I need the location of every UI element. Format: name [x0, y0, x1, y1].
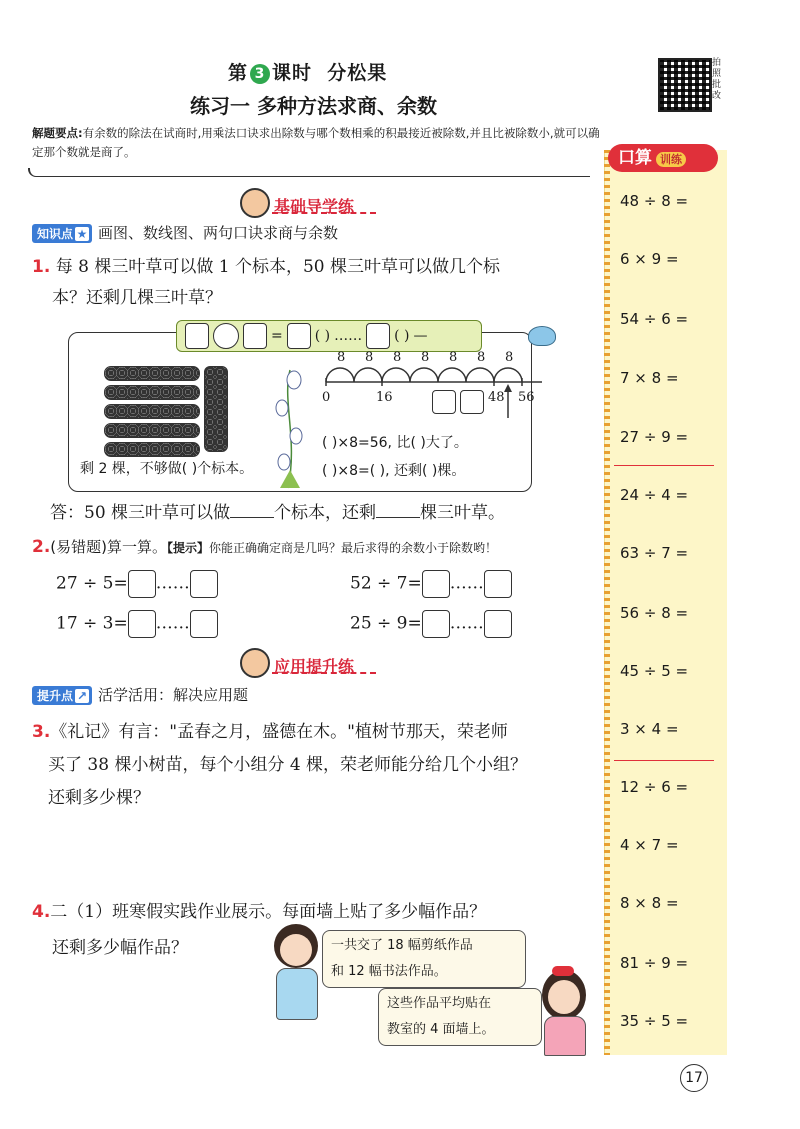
- lesson-title: [228, 58, 387, 85]
- girl-character-1: [268, 924, 324, 1024]
- clover-row: [104, 423, 200, 438]
- girl-face: [280, 934, 312, 966]
- q2-expr: 27 ÷ 5=: [56, 573, 128, 594]
- bubble2-line2: 教室的 4 面墙上。: [387, 1022, 495, 1037]
- bubble2-line1: 这些作品平均贴在: [387, 996, 492, 1011]
- remainder-box[interactable]: [190, 610, 218, 638]
- tick-56: 56: [518, 390, 535, 405]
- flower-decoration-icon: [272, 360, 308, 490]
- oral-item: 6 × 9 =: [620, 250, 679, 268]
- q2-expr: 25 ÷ 9=: [350, 613, 422, 634]
- clover-groups: [104, 366, 200, 461]
- girl-character-2: [534, 966, 594, 1054]
- q1-line1: 每 8 棵三叶草可以做 1 个标本，50 棵三叶草可以做几个标: [55, 257, 500, 277]
- group-label: 8: [393, 350, 402, 365]
- section-apply-title: 应用提升练: [274, 657, 355, 676]
- q1-fill-line-a[interactable]: ( )×8=56, 比( )大了。: [322, 435, 468, 451]
- clover-column: [204, 366, 228, 452]
- speech-bubble-1: [322, 930, 526, 988]
- knowledge-text: 画图、数线图、两句口诀求商与余数: [98, 224, 339, 242]
- clover-row: [104, 366, 200, 381]
- q1-answer: [50, 498, 505, 529]
- oral-training-subtitle: 训练: [656, 152, 686, 167]
- qr-label: 拍照批改: [712, 58, 722, 101]
- eq-dots: ……: [334, 328, 363, 344]
- q3-number: 3.: [32, 722, 51, 742]
- q2-item: [350, 570, 512, 598]
- number-line-box[interactable]: [460, 390, 484, 414]
- q4-line1: 二（1）班寒假实践作业展示。每面墙上贴了多少幅作品？: [50, 902, 487, 922]
- q4-number: 4.: [32, 902, 51, 922]
- q2-header: [32, 536, 497, 557]
- q1-line2: 本？还剩几棵三叶草？: [52, 288, 222, 308]
- tick-16: 16: [376, 390, 393, 405]
- q2-dots: ……: [449, 573, 484, 594]
- group-label: 8: [365, 350, 374, 365]
- section-basic-underline: [272, 212, 376, 214]
- oral-item: 35 ÷ 5 =: [620, 1012, 689, 1030]
- panel-dotted-edge: [604, 150, 610, 1055]
- oral-item: 24 ÷ 4 =: [620, 486, 689, 504]
- eq-box[interactable]: [185, 323, 209, 349]
- girl-mascot-icon: [240, 648, 270, 678]
- oral-item: 4 × 7 =: [620, 836, 679, 854]
- q2-hint-label: 【提示】: [167, 541, 210, 555]
- eq-box[interactable]: [366, 323, 390, 349]
- knowledge-badge: [32, 224, 92, 243]
- oral-training-badge: [608, 144, 718, 172]
- girl-dress: [276, 968, 318, 1020]
- improve-badge-label: 提升点: [37, 689, 74, 703]
- improve-badge: [32, 686, 92, 705]
- q3-line1: 《礼记》有言："孟春之月，盛德在木。"植树节那天，荣老师: [50, 722, 508, 742]
- answer-prefix: 答：50 棵三叶草可以做: [50, 503, 231, 523]
- tick-48: 48: [488, 390, 505, 405]
- group-label: 8: [505, 350, 514, 365]
- group-label: 8: [421, 350, 430, 365]
- tick-0: 0: [322, 390, 331, 405]
- q3-text: [32, 716, 602, 815]
- oral-item: 27 ÷ 9 =: [620, 428, 689, 446]
- q2-title: (易错题)算一算。: [50, 538, 168, 556]
- tip-label: 解题要点:: [32, 126, 83, 140]
- q1-text: [32, 252, 602, 314]
- q4-line2: 还剩多少幅作品？: [52, 938, 188, 958]
- q3-line2: 买了 38 棵小树苗，每个小组分 4 棵，荣老师能分给几个小组？: [48, 755, 528, 775]
- lesson-suffix: 课时: [272, 62, 313, 84]
- lesson-prefix: 第: [228, 62, 249, 84]
- q2-expr: 52 ÷ 7=: [350, 573, 422, 594]
- tip-text: 有余数的除法在试商时,用乘法口诀求出除数与哪个数相乘的积最接近被除数,并且比被除数小,就可以确定那个数就是商了。: [32, 126, 600, 159]
- oral-item: 45 ÷ 5 =: [620, 662, 689, 680]
- boy-mascot-icon: [240, 188, 270, 218]
- group-label: 8: [337, 350, 346, 365]
- q3-line3: 还剩多少棵？: [48, 788, 150, 808]
- improve-text: 活学活用：解决应用题: [98, 686, 249, 704]
- quotient-box[interactable]: [128, 570, 156, 598]
- q2-item: [56, 610, 218, 638]
- q2-dots: ……: [155, 573, 190, 594]
- remainder-box[interactable]: [484, 610, 512, 638]
- q1-number-line: [320, 348, 550, 430]
- eq-equals: =: [271, 328, 283, 344]
- clover-row: [104, 442, 200, 457]
- arrow-up-right-icon: ↗: [76, 689, 88, 703]
- knowledge-point: [32, 222, 338, 243]
- oral-item: 48 ÷ 8 =: [620, 192, 689, 210]
- remainder-box[interactable]: [190, 570, 218, 598]
- section-apply-underline: [272, 672, 376, 674]
- q2-item: [56, 570, 218, 598]
- qr-code-icon[interactable]: [658, 58, 712, 112]
- snail-decoration-icon: [528, 326, 556, 346]
- page-number: 17: [680, 1064, 708, 1092]
- solving-tip: [32, 124, 602, 162]
- q1-number: 1.: [32, 257, 51, 277]
- quotient-box[interactable]: [422, 570, 450, 598]
- q2-number: 2.: [32, 537, 51, 557]
- answer-blank[interactable]: [376, 517, 420, 518]
- quotient-box[interactable]: [128, 610, 156, 638]
- oral-training-panel: [604, 150, 727, 1055]
- eq-paren[interactable]: ( ): [394, 328, 410, 344]
- clover-row: [104, 404, 200, 419]
- oral-item: 56 ÷ 8 =: [620, 604, 689, 622]
- eq-operator-circle[interactable]: [213, 323, 239, 349]
- q2-dots: ……: [449, 613, 484, 634]
- girl-bow-icon: [552, 966, 574, 976]
- group-label: 8: [477, 350, 486, 365]
- section-basic-title: 基础导学练: [274, 197, 355, 216]
- remainder-box[interactable]: [484, 570, 512, 598]
- exercise-title: 练习一 多种方法求商、余数: [190, 94, 437, 118]
- q2-dots: ……: [155, 613, 190, 634]
- oral-item: 54 ÷ 6 =: [620, 310, 689, 328]
- q2-hint-text: 你能正确确定商是几吗？最后求得的余数小于除数哟！: [209, 541, 498, 555]
- lesson-number-badge: 3: [250, 64, 270, 84]
- panel-divider: [614, 760, 714, 761]
- oral-item: 3 × 4 =: [620, 720, 679, 738]
- number-line-box[interactable]: [432, 390, 456, 414]
- eq-dash: —: [413, 328, 428, 344]
- eq-paren[interactable]: ( ): [314, 328, 331, 344]
- bubble1-line1: 一共交了 18 幅剪纸作品: [331, 938, 473, 953]
- oral-item: 81 ÷ 9 =: [620, 954, 689, 972]
- improve-point: [32, 684, 248, 705]
- lesson-name: 分松果: [327, 62, 388, 84]
- oral-item: 63 ÷ 7 =: [620, 544, 689, 562]
- q1-fill-line-b[interactable]: ( )×8=( ), 还剩( )棵。: [322, 463, 466, 479]
- quotient-box[interactable]: [422, 610, 450, 638]
- speech-bubble-2: [378, 988, 542, 1046]
- answer-mid: 个标本，还剩: [274, 503, 377, 523]
- q2-expr: 17 ÷ 3=: [56, 613, 128, 634]
- star-icon: ★: [76, 227, 88, 241]
- answer-blank[interactable]: [230, 517, 274, 518]
- bubble1-line2: 和 12 幅书法作品。: [331, 964, 447, 979]
- girl-dress: [544, 1016, 586, 1056]
- panel-divider: [614, 465, 714, 466]
- group-label: 8: [449, 350, 458, 365]
- girl-face: [548, 980, 580, 1014]
- knowledge-badge-label: 知识点: [37, 227, 74, 241]
- oral-item: 7 × 8 =: [620, 369, 679, 387]
- eq-box[interactable]: [243, 323, 267, 349]
- q1-remainder-note[interactable]: 剩 2 棵，不够做( )个标本。: [80, 461, 254, 477]
- q2-item: [350, 610, 512, 638]
- oral-item: 12 ÷ 6 =: [620, 778, 689, 796]
- eq-box[interactable]: [287, 323, 311, 349]
- clover-row: [104, 385, 200, 400]
- answer-suffix: 棵三叶草。: [420, 503, 506, 523]
- oral-training-title: 口算: [618, 148, 652, 168]
- tip-bracket-divider: [28, 168, 590, 177]
- oral-item: 8 × 8 =: [620, 894, 679, 912]
